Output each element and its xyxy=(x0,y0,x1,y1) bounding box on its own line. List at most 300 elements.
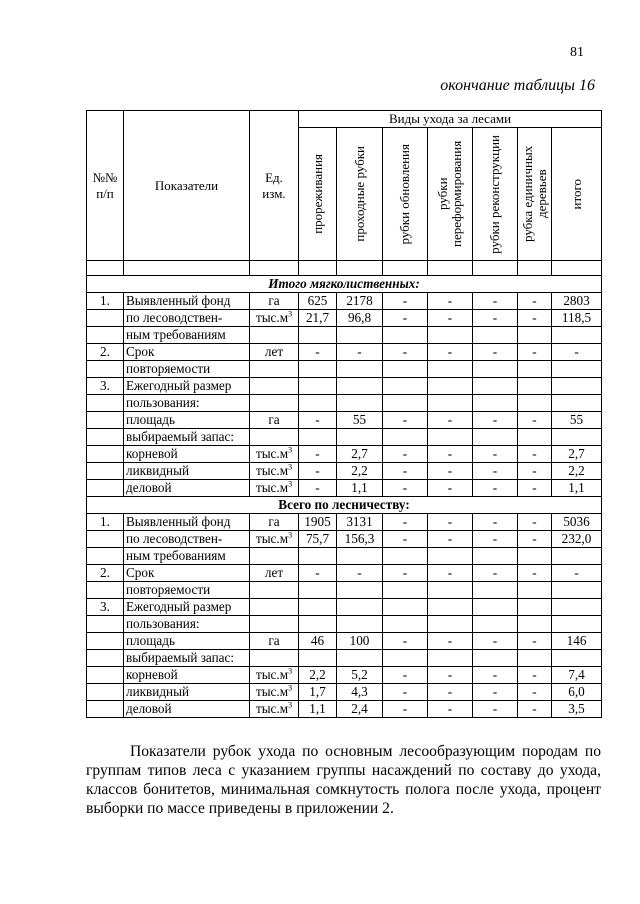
value-cell: - xyxy=(428,667,473,684)
value-cell: - xyxy=(428,531,473,548)
value-cell: - xyxy=(428,514,473,531)
value-cell: - xyxy=(383,293,428,310)
value-cell: - xyxy=(473,565,518,582)
row-unit xyxy=(250,582,299,599)
header-group: Виды ухода за лесами xyxy=(299,111,602,128)
value-cell xyxy=(299,395,337,412)
value-cell xyxy=(473,582,518,599)
value-cell: - xyxy=(428,701,473,718)
row-label: Ежегодный размер xyxy=(124,599,250,616)
value-cell: 118,5 xyxy=(552,310,602,327)
value-cell: - xyxy=(473,531,518,548)
value-cell xyxy=(552,327,602,344)
value-cell xyxy=(428,650,473,667)
table-row xyxy=(87,531,602,548)
unit-superscript: 3 xyxy=(288,445,293,455)
value-cell xyxy=(337,361,383,378)
value-cell xyxy=(552,599,602,616)
row-number xyxy=(87,684,124,701)
table-row xyxy=(87,412,602,429)
table-row xyxy=(87,667,602,684)
value-cell xyxy=(337,650,383,667)
table-row xyxy=(87,616,602,633)
value-cell xyxy=(337,378,383,395)
value-cell: - xyxy=(383,667,428,684)
value-cell: - xyxy=(383,565,428,582)
row-number: 2. xyxy=(87,565,124,582)
column-header-label: прореживания xyxy=(309,154,325,234)
row-number xyxy=(87,650,124,667)
section-title: Итого мягколиственных: xyxy=(87,276,602,293)
value-cell: - xyxy=(518,446,552,463)
column-header xyxy=(518,128,552,261)
unit-text: тыс.м xyxy=(255,480,289,495)
row-unit xyxy=(250,684,299,701)
value-cell xyxy=(299,429,337,446)
value-cell: - xyxy=(473,293,518,310)
value-cell xyxy=(473,616,518,633)
row-number xyxy=(87,361,124,378)
table-row xyxy=(87,582,602,599)
value-cell: - xyxy=(383,463,428,480)
row-label: площадь xyxy=(124,412,250,429)
row-unit xyxy=(250,395,299,412)
value-cell xyxy=(473,361,518,378)
row-number xyxy=(87,395,124,412)
column-header-label: итого xyxy=(568,178,584,210)
table-row xyxy=(87,599,602,616)
row-label: Выявленный фонд xyxy=(124,293,250,310)
value-cell xyxy=(518,395,552,412)
row-number xyxy=(87,582,124,599)
value-cell: 1,1 xyxy=(299,701,337,718)
value-cell xyxy=(299,327,337,344)
column-header xyxy=(428,128,473,261)
value-cell: 5036 xyxy=(552,514,602,531)
unit-text: лет xyxy=(264,344,284,359)
column-header-label: рубки реконструкции xyxy=(487,134,502,254)
value-cell: - xyxy=(473,480,518,497)
value-cell xyxy=(383,548,428,565)
row-number xyxy=(87,616,124,633)
row-unit xyxy=(250,412,299,429)
row-unit xyxy=(250,565,299,582)
value-cell: 2,2 xyxy=(337,463,383,480)
table-row xyxy=(87,361,602,378)
value-cell: - xyxy=(299,463,337,480)
value-cell: - xyxy=(299,412,337,429)
value-cell xyxy=(518,599,552,616)
value-cell xyxy=(428,378,473,395)
value-cell xyxy=(383,582,428,599)
column-header-label: рубка единичных деревьев xyxy=(519,145,549,243)
value-cell: 156,3 xyxy=(337,531,383,548)
table-row xyxy=(87,344,602,361)
row-number: 3. xyxy=(87,599,124,616)
value-cell: - xyxy=(473,463,518,480)
value-cell xyxy=(428,599,473,616)
value-cell: - xyxy=(473,344,518,361)
table-row xyxy=(87,650,602,667)
header-num: №№ п/п xyxy=(87,111,124,261)
value-cell xyxy=(552,378,602,395)
row-label: пользования: xyxy=(124,616,250,633)
unit-text: тыс.м xyxy=(255,701,289,716)
header-unit: Ед. изм. xyxy=(250,111,299,261)
value-cell: - xyxy=(518,344,552,361)
value-cell: 1,7 xyxy=(299,684,337,701)
table-row xyxy=(87,310,602,327)
table-row xyxy=(87,480,602,497)
row-unit xyxy=(250,667,299,684)
row-label: Срок xyxy=(124,565,250,582)
unit-text: тыс.м xyxy=(255,446,289,461)
value-cell: 2803 xyxy=(552,293,602,310)
value-cell: 46 xyxy=(299,633,337,650)
value-cell xyxy=(473,395,518,412)
unit-text: тыс.м xyxy=(255,684,289,699)
unit-text: га xyxy=(268,514,280,529)
table-row xyxy=(87,429,602,446)
value-cell: - xyxy=(473,633,518,650)
value-cell: - xyxy=(428,412,473,429)
table-row xyxy=(87,446,602,463)
row-label: повторяемости xyxy=(124,582,250,599)
value-cell xyxy=(383,395,428,412)
value-cell: - xyxy=(518,701,552,718)
value-cell xyxy=(428,327,473,344)
row-unit xyxy=(250,531,299,548)
value-cell: - xyxy=(518,633,552,650)
value-cell xyxy=(552,395,602,412)
section-row xyxy=(87,497,602,514)
table-row xyxy=(87,633,602,650)
section-title: Всего по лесничеству: xyxy=(87,497,602,514)
value-cell xyxy=(299,599,337,616)
value-cell: - xyxy=(428,446,473,463)
value-cell xyxy=(428,361,473,378)
value-cell: - xyxy=(337,565,383,582)
value-cell xyxy=(473,429,518,446)
value-cell: - xyxy=(383,446,428,463)
row-number xyxy=(87,701,124,718)
row-label: Ежегодный размер xyxy=(124,378,250,395)
value-cell: - xyxy=(473,667,518,684)
value-cell xyxy=(337,616,383,633)
unit-text: лет xyxy=(264,565,284,580)
row-number xyxy=(87,633,124,650)
value-cell xyxy=(552,616,602,633)
table-row xyxy=(87,684,602,701)
value-cell xyxy=(473,327,518,344)
row-label: по лесоводствен- xyxy=(124,531,250,548)
row-label: ным требованиям xyxy=(124,548,250,565)
unit-superscript: 3 xyxy=(288,700,293,710)
value-cell: - xyxy=(428,480,473,497)
value-cell xyxy=(518,378,552,395)
row-number xyxy=(87,463,124,480)
value-cell: 55 xyxy=(552,412,602,429)
value-cell: - xyxy=(518,531,552,548)
value-cell: - xyxy=(299,565,337,582)
value-cell xyxy=(473,599,518,616)
row-label: повторяемости xyxy=(124,361,250,378)
row-unit xyxy=(250,327,299,344)
page-number: 81 xyxy=(570,45,584,60)
value-cell xyxy=(299,616,337,633)
value-cell xyxy=(337,582,383,599)
table-row xyxy=(87,701,602,718)
value-cell: - xyxy=(473,701,518,718)
row-unit xyxy=(250,463,299,480)
row-number xyxy=(87,310,124,327)
value-cell: - xyxy=(552,344,602,361)
column-header xyxy=(299,128,337,261)
unit-text: тыс.м xyxy=(255,310,289,325)
value-cell: 3,5 xyxy=(552,701,602,718)
row-number: 1. xyxy=(87,514,124,531)
value-cell: - xyxy=(337,344,383,361)
value-cell: 2,2 xyxy=(299,667,337,684)
value-cell: - xyxy=(383,514,428,531)
value-cell: - xyxy=(383,480,428,497)
value-cell: - xyxy=(383,701,428,718)
row-unit xyxy=(250,293,299,310)
column-header-label: рубки переформирования xyxy=(435,140,464,248)
value-cell xyxy=(518,361,552,378)
value-cell: 1,1 xyxy=(552,480,602,497)
value-cell xyxy=(383,599,428,616)
row-unit xyxy=(250,701,299,718)
table-caption: окончание таблицы 16 xyxy=(440,77,595,94)
row-unit xyxy=(250,633,299,650)
row-label: площадь xyxy=(124,633,250,650)
value-cell: - xyxy=(518,310,552,327)
value-cell xyxy=(473,378,518,395)
row-unit xyxy=(250,548,299,565)
row-label: по лесоводствен- xyxy=(124,310,250,327)
row-unit xyxy=(250,650,299,667)
row-unit xyxy=(250,344,299,361)
row-label: Срок xyxy=(124,344,250,361)
value-cell: - xyxy=(428,565,473,582)
value-cell xyxy=(428,582,473,599)
row-number xyxy=(87,667,124,684)
row-number xyxy=(87,327,124,344)
table-row xyxy=(87,548,602,565)
table-row xyxy=(87,565,602,582)
value-cell: - xyxy=(518,412,552,429)
table-row xyxy=(87,395,602,412)
forest-care-table xyxy=(86,110,602,718)
value-cell xyxy=(299,582,337,599)
value-cell: - xyxy=(428,293,473,310)
value-cell xyxy=(337,327,383,344)
value-cell xyxy=(383,650,428,667)
value-cell: - xyxy=(383,412,428,429)
row-unit xyxy=(250,599,299,616)
value-cell xyxy=(552,582,602,599)
value-cell: - xyxy=(473,514,518,531)
table-row xyxy=(87,378,602,395)
row-label: ным требованиям xyxy=(124,327,250,344)
value-cell xyxy=(337,395,383,412)
column-header xyxy=(383,128,428,261)
unit-superscript: 3 xyxy=(288,462,293,472)
row-unit xyxy=(250,361,299,378)
row-unit xyxy=(250,480,299,497)
value-cell: 232,0 xyxy=(552,531,602,548)
value-cell xyxy=(383,378,428,395)
row-label: Выявленный фонд xyxy=(124,514,250,531)
value-cell xyxy=(518,429,552,446)
value-cell xyxy=(518,582,552,599)
row-label: корневой xyxy=(124,667,250,684)
value-cell xyxy=(428,616,473,633)
value-cell xyxy=(383,429,428,446)
unit-text: га xyxy=(268,633,280,648)
row-unit xyxy=(250,310,299,327)
value-cell: 100 xyxy=(337,633,383,650)
value-cell: 1,1 xyxy=(337,480,383,497)
value-cell: - xyxy=(518,565,552,582)
value-cell: - xyxy=(428,684,473,701)
value-cell: 2178 xyxy=(337,293,383,310)
value-cell xyxy=(299,650,337,667)
row-label: пользования: xyxy=(124,395,250,412)
value-cell xyxy=(552,650,602,667)
value-cell: - xyxy=(473,310,518,327)
value-cell: - xyxy=(299,344,337,361)
unit-text: тыс.м xyxy=(255,463,289,478)
value-cell: 2,7 xyxy=(337,446,383,463)
value-cell: - xyxy=(383,684,428,701)
section-row xyxy=(87,276,602,293)
value-cell xyxy=(383,327,428,344)
row-label: ликвидный xyxy=(124,684,250,701)
value-cell: 55 xyxy=(337,412,383,429)
value-cell xyxy=(518,616,552,633)
column-header xyxy=(337,128,383,261)
value-cell: - xyxy=(383,344,428,361)
value-cell xyxy=(552,548,602,565)
column-header xyxy=(552,128,602,261)
row-label: корневой xyxy=(124,446,250,463)
row-label: деловой xyxy=(124,480,250,497)
value-cell: - xyxy=(428,310,473,327)
value-cell xyxy=(552,361,602,378)
row-number xyxy=(87,412,124,429)
row-number: 1. xyxy=(87,293,124,310)
value-cell: - xyxy=(518,463,552,480)
unit-superscript: 3 xyxy=(288,666,293,676)
table-row xyxy=(87,463,602,480)
body-paragraph xyxy=(86,742,601,818)
unit-superscript: 3 xyxy=(288,309,293,319)
row-label: выбираемый запас: xyxy=(124,650,250,667)
row-number xyxy=(87,531,124,548)
row-unit xyxy=(250,429,299,446)
value-cell: - xyxy=(518,480,552,497)
value-cell: 4,3 xyxy=(337,684,383,701)
value-cell xyxy=(428,548,473,565)
paragraph-text: Показатели рубок ухода по основным лесообразующим породам по группам типов леса с указанием группы насаждений по составу до ухода, классов бонитетов, минимальная сомкнутость полога после ухода, процент выборки по массе приведены в приложении 2. xyxy=(86,743,601,817)
row-unit xyxy=(250,378,299,395)
value-cell xyxy=(337,548,383,565)
value-cell xyxy=(428,395,473,412)
value-cell: 96,8 xyxy=(337,310,383,327)
value-cell: 2,2 xyxy=(552,463,602,480)
value-cell xyxy=(383,361,428,378)
row-label: ликвидный xyxy=(124,463,250,480)
row-unit xyxy=(250,514,299,531)
column-header xyxy=(473,128,518,261)
value-cell: - xyxy=(552,565,602,582)
row-number xyxy=(87,429,124,446)
unit-superscript: 3 xyxy=(288,530,293,540)
value-cell: 625 xyxy=(299,293,337,310)
value-cell: - xyxy=(428,344,473,361)
value-cell: - xyxy=(428,463,473,480)
value-cell xyxy=(518,327,552,344)
value-cell: 2,4 xyxy=(337,701,383,718)
row-number: 3. xyxy=(87,378,124,395)
row-label: деловой xyxy=(124,701,250,718)
value-cell: - xyxy=(518,514,552,531)
row-number xyxy=(87,446,124,463)
value-cell xyxy=(518,548,552,565)
value-cell xyxy=(383,616,428,633)
unit-text: га xyxy=(268,412,280,427)
row-number: 2. xyxy=(87,344,124,361)
unit-text: га xyxy=(268,293,280,308)
value-cell: 2,7 xyxy=(552,446,602,463)
value-cell: - xyxy=(383,310,428,327)
value-cell: 6,0 xyxy=(552,684,602,701)
value-cell: - xyxy=(473,412,518,429)
value-cell xyxy=(337,429,383,446)
row-label: выбираемый запас: xyxy=(124,429,250,446)
value-cell xyxy=(299,548,337,565)
value-cell: 21,7 xyxy=(299,310,337,327)
value-cell: - xyxy=(299,446,337,463)
spacer-row xyxy=(87,261,602,276)
value-cell: 1905 xyxy=(299,514,337,531)
value-cell: - xyxy=(518,293,552,310)
value-cell xyxy=(552,429,602,446)
row-number xyxy=(87,480,124,497)
value-cell: - xyxy=(473,684,518,701)
value-cell: - xyxy=(473,446,518,463)
value-cell xyxy=(473,548,518,565)
value-cell xyxy=(299,361,337,378)
unit-superscript: 3 xyxy=(288,479,293,489)
value-cell: - xyxy=(518,667,552,684)
unit-text: тыс.м xyxy=(255,531,289,546)
row-number xyxy=(87,548,124,565)
value-cell xyxy=(299,378,337,395)
value-cell: - xyxy=(383,531,428,548)
column-header-label: рубки обновления xyxy=(397,143,412,245)
value-cell xyxy=(428,429,473,446)
value-cell: 3131 xyxy=(337,514,383,531)
value-cell: 7,4 xyxy=(552,667,602,684)
value-cell: - xyxy=(383,633,428,650)
value-cell xyxy=(337,599,383,616)
header-indicator: Показатели xyxy=(124,111,250,261)
value-cell xyxy=(518,650,552,667)
value-cell xyxy=(473,650,518,667)
